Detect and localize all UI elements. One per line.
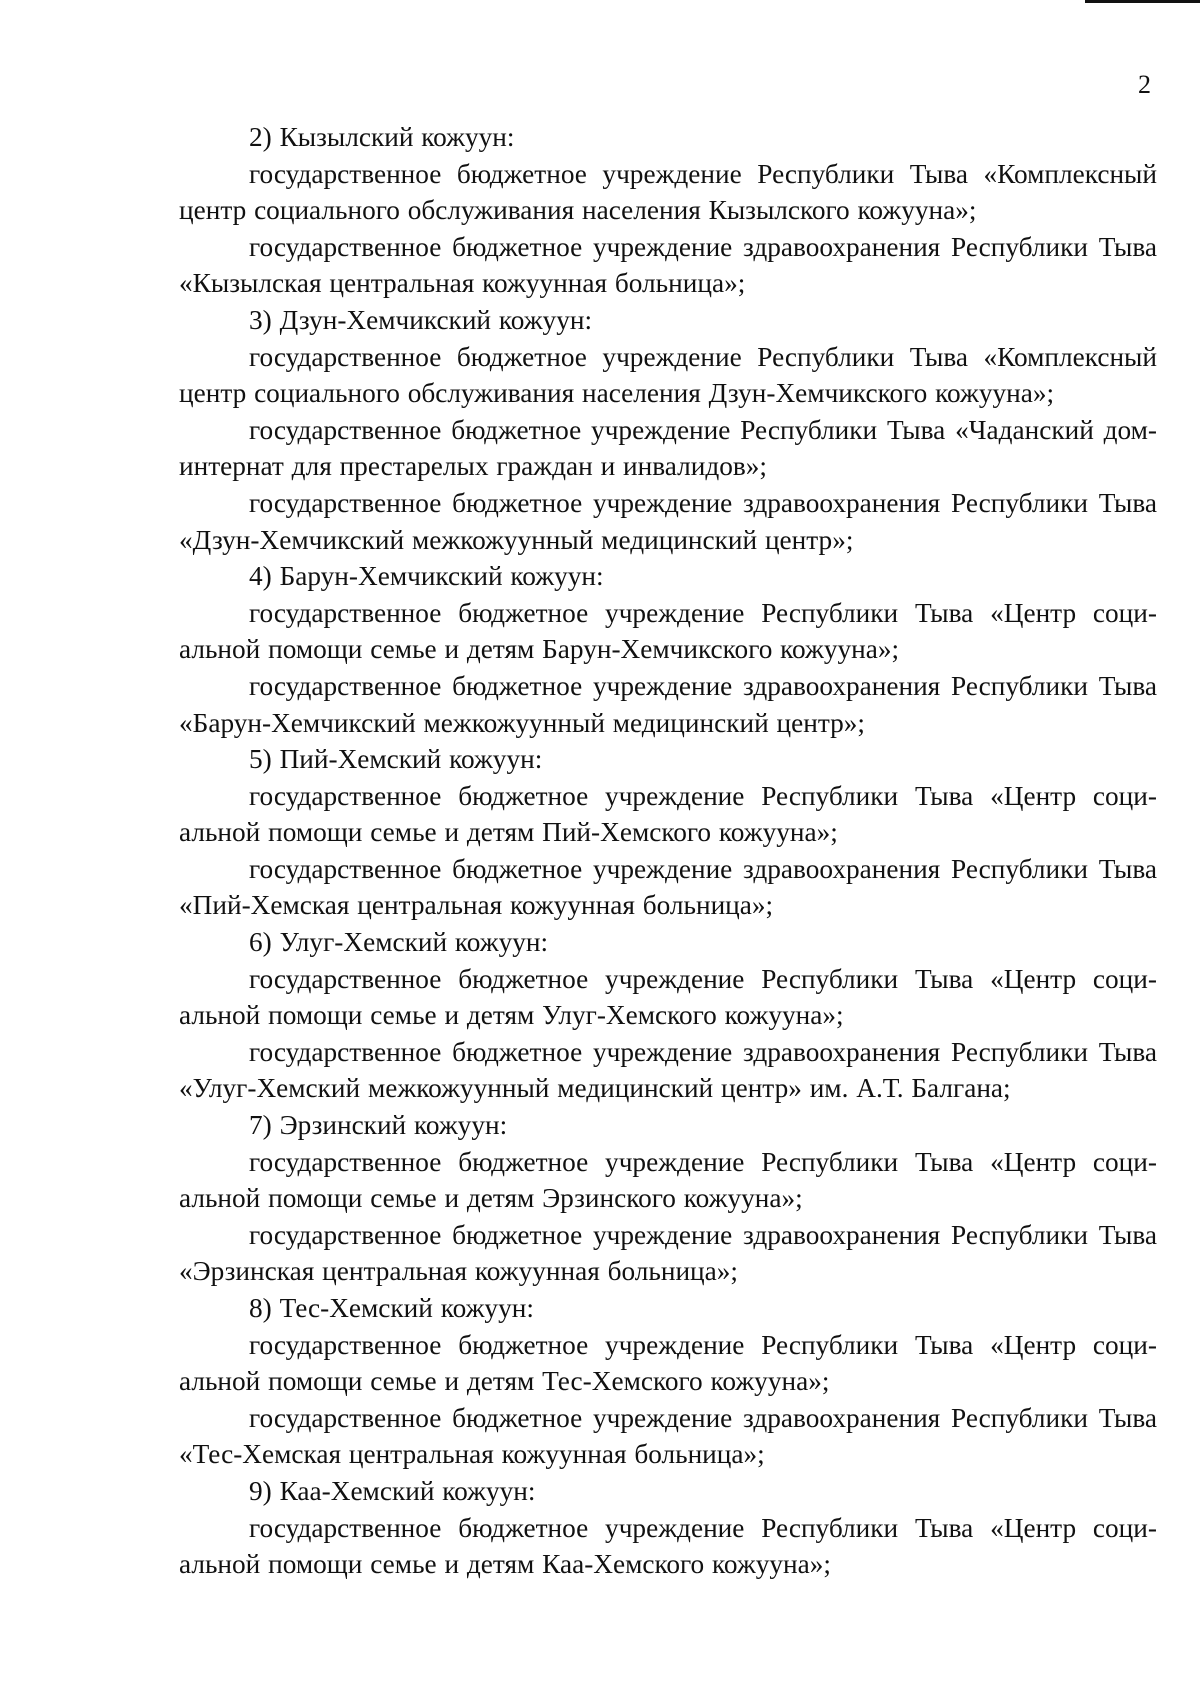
district-heading: 4) Барун-Хемчикский кожуун: <box>249 561 604 592</box>
district-heading: 3) Дзун-Хемчикский кожуун: <box>249 304 593 335</box>
district-heading: 5) Пий-Хемский кожуун: <box>249 744 543 775</box>
institution-paragraph: государственное бюджетное учреждение Республики Тыва «Центр социальной помощи семье и детям Пий-Хемского кожууна»; <box>179 780 1157 848</box>
institution-paragraph: государственное бюджетное учреждение Республики Тыва «Центр социальной помощи семье и детям Тес-Хемского кожууна»; <box>179 1329 1157 1397</box>
institution-paragraph: государственное бюджетное учреждение здравоохранения Республики Тыва «Улуг-Хемский межкожуунный медицинский центр» им. А.Т. Балгана; <box>179 1036 1157 1104</box>
institution-paragraph: государственное бюджетное учреждение Республики Тыва «Комплексный центр социального обслуживания населения Кызылского кожууна»; <box>179 158 1157 226</box>
district-heading: 8) Тес-Хемский кожуун: <box>249 1293 534 1323</box>
institution-paragraph: государственное бюджетное учреждение Республики Тыва «Чаданский дом-интернат для престарелых граждан и инвалидов»; <box>179 414 1157 482</box>
district-heading: 2) Кызылский кожуун: <box>249 122 515 152</box>
document-body <box>179 119 1157 1583</box>
institution-paragraph: государственное бюджетное учреждение здравоохранения Республики Тыва «Дзун-Хемчикский межкожуунный медицинский центр»; <box>179 487 1157 555</box>
institution-paragraph: государственное бюджетное учреждение Республики Тыва «Центр социальной помощи семье и детям Эрзинского кожууна»; <box>179 1146 1157 1214</box>
institution-paragraph: государственное бюджетное учреждение здравоохранения Республики Тыва «Эрзинская центральная кожуунная больница»; <box>179 1219 1157 1287</box>
institution-paragraph: государственное бюджетное учреждение Республики Тыва «Центр социальной помощи семье и детям Каа-Хемского кожууна»; <box>179 1512 1157 1580</box>
institution-paragraph: государственное бюджетное учреждение Республики Тыва «Комплексный центр социального обслуживания населения Дзун-Хемчикского кожууна»; <box>179 341 1157 409</box>
district-heading: 6) Улуг-Хемский кожуун: <box>249 927 549 958</box>
institution-paragraph: государственное бюджетное учреждение здравоохранения Республики Тыва «Тес-Хемская центральная кожуунная больница»; <box>179 1402 1157 1470</box>
district-heading: 9) Каа-Хемский кожуун: <box>249 1475 536 1506</box>
page-number: 2 <box>1138 70 1151 99</box>
institution-paragraph: государственное бюджетное учреждение здравоохранения Республики Тыва «Кызылская центральная кожуунная больница»; <box>179 231 1157 299</box>
institution-paragraph: государственное бюджетное учреждение здравоохранения Республики Тыва «Барун-Хемчикский межкожуунный медицинский центр»; <box>179 670 1157 738</box>
district-heading: 7) Эрзинский кожуун: <box>249 1110 508 1141</box>
institution-paragraph: государственное бюджетное учреждение здравоохранения Республики Тыва «Пий-Хемская центральная кожуунная больница»; <box>179 853 1157 921</box>
institution-paragraph: государственное бюджетное учреждение Республики Тыва «Центр социальной помощи семье и детям Барун-Хемчикского кожууна»; <box>179 597 1157 665</box>
institution-paragraph: государственное бюджетное учреждение Республики Тыва «Центр социальной помощи семье и детям Улуг-Хемского кожууна»; <box>179 963 1157 1031</box>
top-edge-rule <box>1085 0 1200 3</box>
